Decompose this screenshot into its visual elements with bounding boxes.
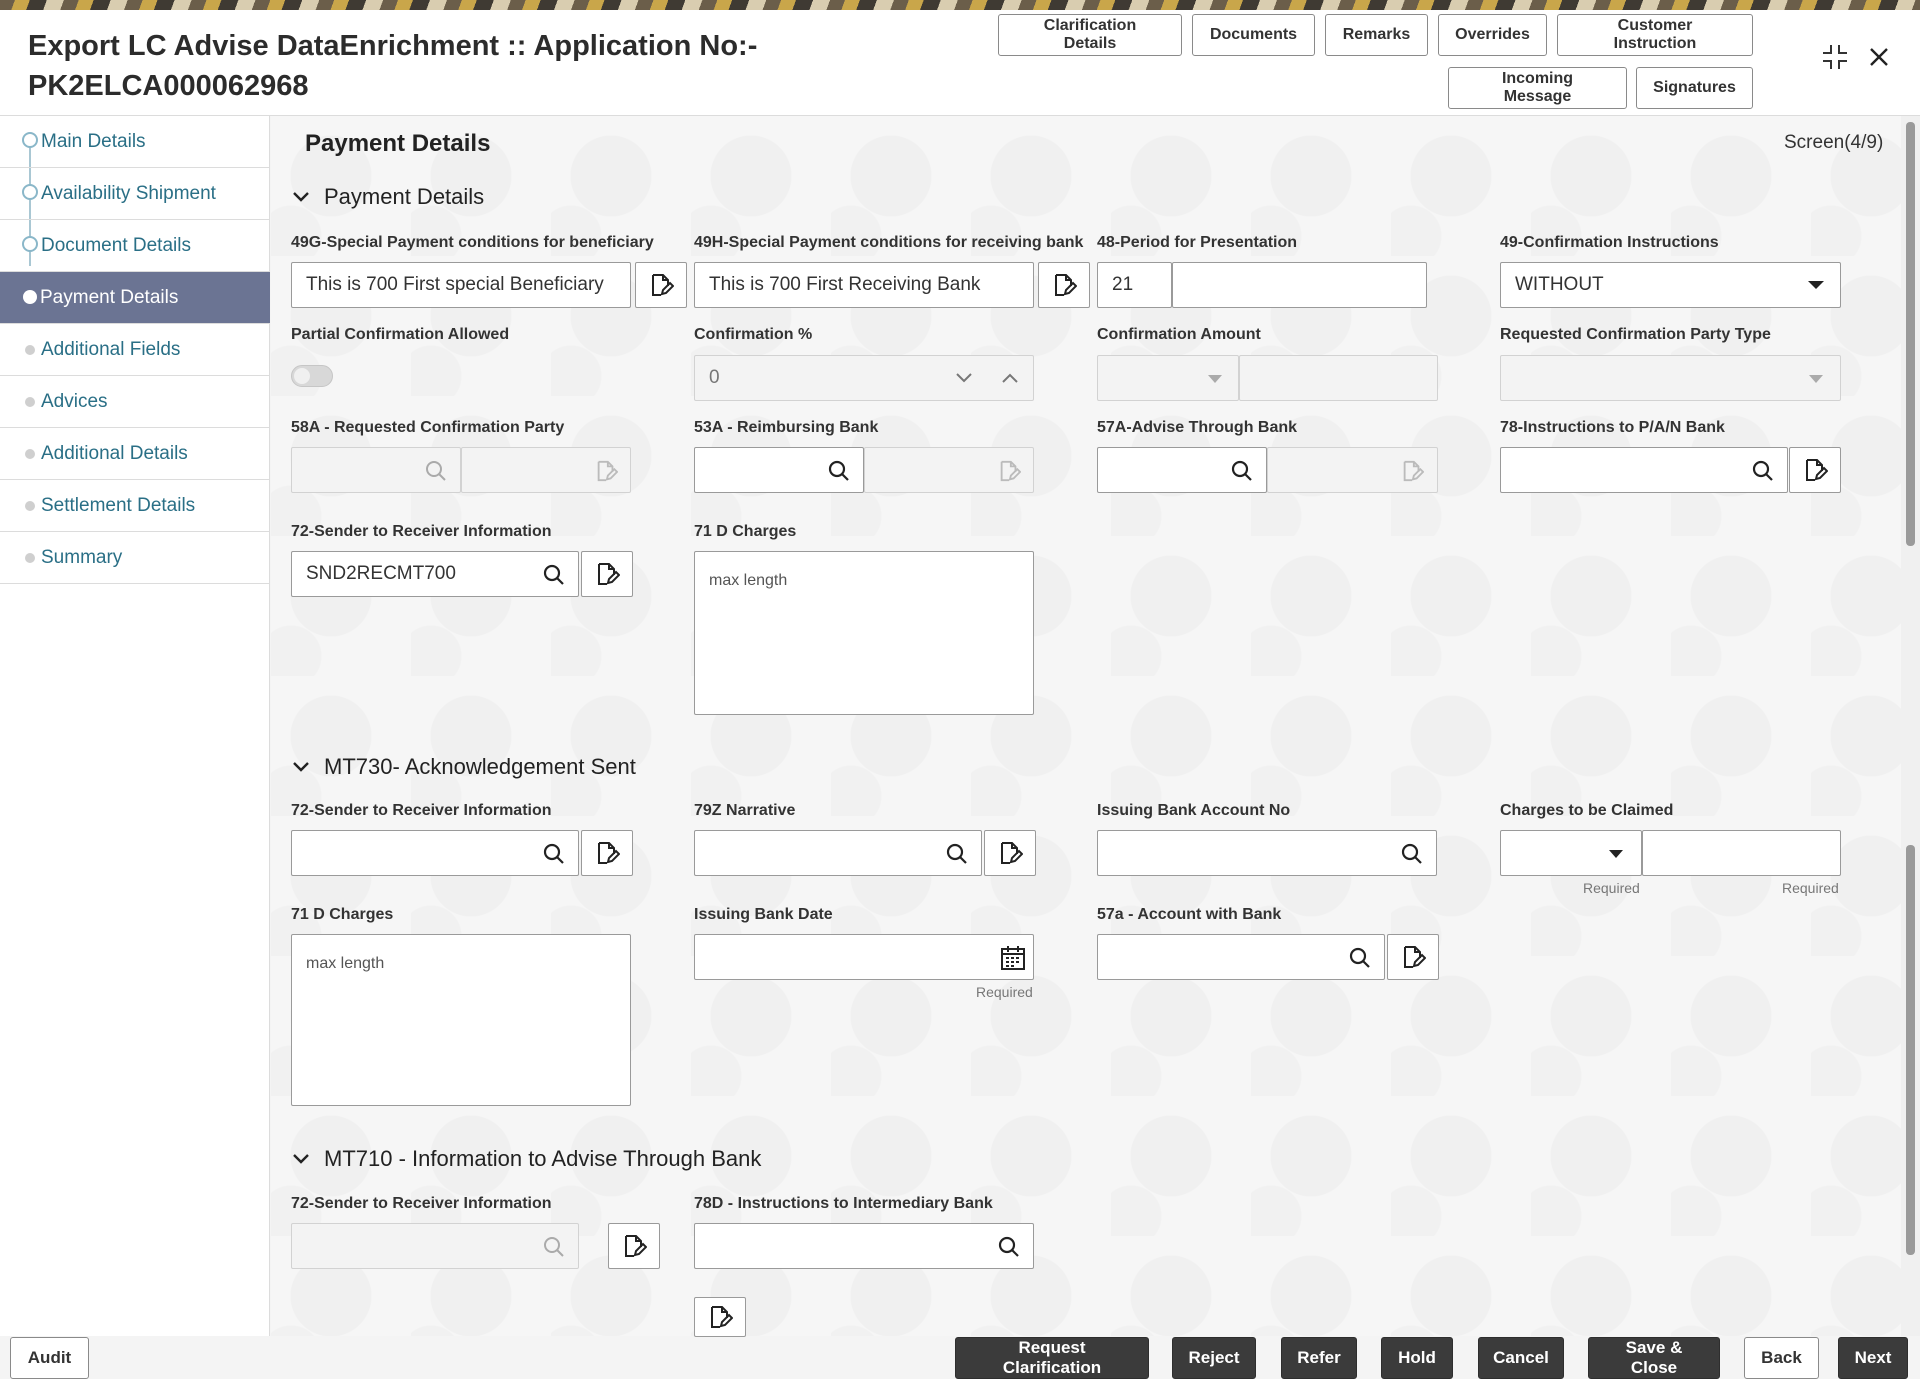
caret-down-icon <box>1208 375 1222 383</box>
mt730-field-72-input[interactable] <box>291 830 579 876</box>
screen-indicator: Screen(4/9) <box>1784 132 1884 153</box>
required-hint: Required <box>976 984 1033 1000</box>
search-icon[interactable] <box>424 459 448 483</box>
field-49g-input[interactable] <box>291 262 631 308</box>
field-71d-placeholder: max length <box>709 572 788 589</box>
field-49h-value: This is 700 First Receiving Bank <box>709 274 981 295</box>
field-58a-lookup-input[interactable] <box>291 447 461 493</box>
field-57a-account-label: 57a - Account with Bank <box>1097 906 1282 923</box>
section-mt730-header[interactable] <box>292 754 636 780</box>
sidebar-item-main-details[interactable] <box>0 116 270 168</box>
field-49-value: WITHOUT <box>1515 274 1604 295</box>
search-icon[interactable] <box>542 1235 566 1259</box>
caret-down-icon <box>1809 375 1823 383</box>
mt710-field-72-label: 72-Sender to Receiver Information <box>291 1195 552 1212</box>
search-icon[interactable] <box>997 1235 1021 1259</box>
title-line-1: Export LC Advise DataEnrichment :: Application No:- <box>28 30 758 62</box>
search-icon[interactable] <box>542 842 566 866</box>
search-icon[interactable] <box>1230 459 1254 483</box>
collapse-icon[interactable] <box>1818 40 1852 74</box>
step-pending-icon <box>25 449 35 459</box>
overrides-button[interactable]: Overrides <box>1438 14 1547 56</box>
scrollbar-thumb[interactable] <box>1906 122 1915 546</box>
edit-document-icon <box>1051 272 1077 298</box>
confirmation-amount-input[interactable] <box>1239 355 1438 401</box>
chevron-up-icon[interactable] <box>1001 371 1019 385</box>
field-48-value: 21 <box>1112 274 1134 295</box>
field-49h-label: 49H-Special Payment conditions for receiving bank <box>694 234 1084 251</box>
mt730-field-72-label: 72-Sender to Receiver Information <box>291 802 552 819</box>
sidebar-item-availability-shipment[interactable] <box>0 168 270 220</box>
sidebar-item-settlement-details[interactable] <box>0 480 270 532</box>
audit-button[interactable]: Audit <box>10 1337 89 1379</box>
field-53a-details-input[interactable] <box>864 447 1034 493</box>
sidebar-item-document-details[interactable] <box>0 220 270 272</box>
sidebar-item-summary[interactable] <box>0 532 270 584</box>
incoming-message-button[interactable]: Incoming Message <box>1448 67 1627 109</box>
title-line-2: PK2ELCA000062968 <box>28 70 309 102</box>
request-clarification-button[interactable]: Request Clarification <box>955 1337 1149 1379</box>
charges-claimed-label: Charges to be Claimed <box>1500 802 1674 819</box>
required-hint: Required <box>1782 880 1839 896</box>
step-complete-icon <box>22 236 38 252</box>
documents-button[interactable]: Documents <box>1192 14 1315 56</box>
sidebar-item-advices[interactable] <box>0 376 270 428</box>
section-title: Payment Details <box>324 184 485 209</box>
scrollbar-thumb[interactable] <box>1906 845 1915 1255</box>
mt730-edit-72-button[interactable] <box>581 830 633 876</box>
field-49g-value: This is 700 First special Beneficiary <box>306 274 604 295</box>
top-banner-strip <box>0 0 1920 10</box>
issuing-bank-account-label: Issuing Bank Account No <box>1097 802 1291 819</box>
partial-confirmation-label: Partial Confirmation Allowed <box>291 326 510 343</box>
issuing-bank-date-input[interactable] <box>694 934 1034 980</box>
field-72-label: 72-Sender to Receiver Information <box>291 523 552 540</box>
mt710-field-78d-input[interactable] <box>694 1223 1034 1269</box>
issuing-bank-account-input[interactable] <box>1097 830 1437 876</box>
chevron-down-icon <box>292 761 310 773</box>
chevron-down-icon <box>292 1153 310 1165</box>
confirmation-amount-label: Confirmation Amount <box>1097 326 1261 343</box>
caret-down-icon <box>1808 281 1824 289</box>
sidebar-item-label: Settlement Details <box>41 494 196 516</box>
field-53a-label: 53A - Reimbursing Bank <box>694 419 879 436</box>
field-57a-lookup-input[interactable] <box>1097 447 1267 493</box>
sidebar-item-label: Main Details <box>41 130 146 152</box>
step-pending-icon <box>25 553 35 563</box>
edit-document-icon[interactable] <box>997 459 1021 483</box>
search-icon[interactable] <box>1400 842 1424 866</box>
mt710-edit-72-button[interactable] <box>608 1223 660 1269</box>
save-close-button[interactable]: Save & Close <box>1588 1337 1720 1379</box>
chevron-down-icon[interactable] <box>955 371 973 385</box>
confirmation-pct-stepper[interactable] <box>694 355 1034 401</box>
field-71d-textarea[interactable] <box>694 551 1034 715</box>
sidebar-item-label: Advices <box>41 390 108 412</box>
refer-button[interactable]: Refer <box>1281 1337 1357 1379</box>
field-72-value: SND2RECMT700 <box>306 563 456 584</box>
cancel-button[interactable]: Cancel <box>1478 1337 1564 1379</box>
sidebar-item-label: Additional Details <box>41 442 188 464</box>
search-icon[interactable] <box>827 459 851 483</box>
sidebar-item-label: Payment Details <box>40 286 179 308</box>
caret-down-icon <box>1609 850 1623 858</box>
sidebar-item-label: Additional Fields <box>41 338 181 360</box>
edit-49h-button[interactable] <box>1038 262 1090 308</box>
step-pending-icon <box>25 397 35 407</box>
edit-document-icon <box>1400 944 1426 970</box>
sidebar-item-label: Document Details <box>41 234 191 256</box>
clarification-details-button[interactable]: Clarification Details <box>998 14 1182 56</box>
customer-instruction-button[interactable]: Customer Instruction <box>1557 14 1753 56</box>
requested-party-type-select[interactable] <box>1500 355 1841 401</box>
section-mt710-header[interactable] <box>292 1146 761 1172</box>
signatures-button[interactable]: Signatures <box>1636 67 1753 109</box>
mt710-edit-78d-button[interactable] <box>694 1297 746 1337</box>
edit-72-button[interactable] <box>581 551 633 597</box>
field-49-label: 49-Confirmation Instructions <box>1500 234 1719 251</box>
edit-49g-button[interactable] <box>635 262 687 308</box>
sidebar-item-label: Summary <box>41 546 123 568</box>
edit-57a-account-button[interactable] <box>1387 934 1439 980</box>
confirmation-pct-value: 0 <box>709 367 720 388</box>
field-58a-label: 58A - Requested Confirmation Party <box>291 419 565 436</box>
mt730-field-79z-input[interactable] <box>694 830 982 876</box>
edit-document-icon <box>594 561 620 587</box>
section-title: MT730- Acknowledgement Sent <box>324 754 636 779</box>
next-button[interactable]: Next <box>1838 1337 1908 1379</box>
field-49g-label: 49G-Special Payment conditions for beneficiary <box>291 234 654 251</box>
issuing-bank-date-label: Issuing Bank Date <box>694 906 833 923</box>
edit-document-icon <box>648 272 674 298</box>
remarks-button[interactable]: Remarks <box>1325 14 1428 56</box>
field-57a-label: 57A-Advise Through Bank <box>1097 419 1298 436</box>
field-57a-details-input[interactable] <box>1267 447 1438 493</box>
search-icon[interactable] <box>1348 946 1372 970</box>
partial-confirmation-toggle[interactable] <box>291 365 333 387</box>
chevron-down-icon <box>292 191 310 203</box>
mt710-field-72-input[interactable] <box>291 1223 579 1269</box>
close-icon[interactable] <box>1862 40 1896 74</box>
calendar-icon[interactable] <box>999 944 1027 972</box>
field-57a-account-input[interactable] <box>1097 934 1385 980</box>
hold-button[interactable]: Hold <box>1381 1337 1453 1379</box>
field-78-lookup-input[interactable] <box>1500 447 1788 493</box>
mt730-field-71d-label: 71 D Charges <box>291 906 394 923</box>
confirmation-pct-label: Confirmation % <box>694 326 813 343</box>
mt730-field-71d-placeholder: max length <box>306 955 385 972</box>
field-49h-input[interactable] <box>694 262 1034 308</box>
section-title: MT710 - Information to Advise Through Bank <box>324 1146 762 1171</box>
field-53a-lookup-input[interactable] <box>694 447 864 493</box>
section-page-title: Payment Details <box>305 130 491 157</box>
reject-button[interactable]: Reject <box>1172 1337 1256 1379</box>
search-icon[interactable] <box>1751 459 1775 483</box>
confirmation-currency-select[interactable] <box>1097 355 1239 401</box>
edit-document-icon <box>707 1304 733 1330</box>
mt730-edit-79z-button[interactable] <box>984 830 1036 876</box>
edit-document-icon <box>621 1233 647 1259</box>
edit-document-icon[interactable] <box>1400 459 1424 483</box>
mt730-field-79z-label: 79Z Narrative <box>694 802 796 819</box>
field-78-label: 78-Instructions to P/A/N Bank <box>1500 419 1725 436</box>
search-icon[interactable] <box>945 842 969 866</box>
field-72-lookup-input[interactable] <box>291 551 579 597</box>
field-48-days-input[interactable] <box>1097 262 1172 308</box>
required-hint: Required <box>1583 880 1640 896</box>
edit-78-button[interactable] <box>1789 447 1841 493</box>
step-pending-icon <box>25 501 35 511</box>
search-icon[interactable] <box>542 563 566 587</box>
sidebar-item-additional-details[interactable] <box>0 428 270 480</box>
mt710-field-78d-label: 78D - Instructions to Intermediary Bank <box>694 1195 993 1212</box>
edit-document-icon <box>594 840 620 866</box>
step-current-icon <box>23 290 37 304</box>
step-complete-icon <box>22 132 38 148</box>
step-pending-icon <box>25 345 35 355</box>
sidebar-item-payment-details[interactable] <box>0 272 270 324</box>
back-button[interactable]: Back <box>1744 1337 1819 1379</box>
mt730-field-71d-textarea[interactable] <box>291 934 631 1106</box>
field-48-label: 48-Period for Presentation <box>1097 234 1298 251</box>
sidebar-item-additional-fields[interactable] <box>0 324 270 376</box>
edit-document-icon <box>1802 457 1828 483</box>
page-title <box>28 26 788 106</box>
field-48-narrative-input[interactable] <box>1172 262 1427 308</box>
requested-party-type-label: Requested Confirmation Party Type <box>1500 326 1771 343</box>
edit-document-icon <box>997 840 1023 866</box>
field-58a-details-input[interactable] <box>461 447 631 493</box>
field-71d-label: 71 D Charges <box>694 523 797 540</box>
sidebar-item-label: Availability Shipment <box>41 182 216 204</box>
edit-document-icon[interactable] <box>594 459 618 483</box>
step-complete-icon <box>22 184 38 200</box>
charges-amount-input[interactable] <box>1642 830 1841 876</box>
confirmation-instructions-select[interactable] <box>1500 262 1841 308</box>
section-payment-details-header[interactable] <box>292 184 484 210</box>
charges-currency-select[interactable] <box>1500 830 1642 876</box>
